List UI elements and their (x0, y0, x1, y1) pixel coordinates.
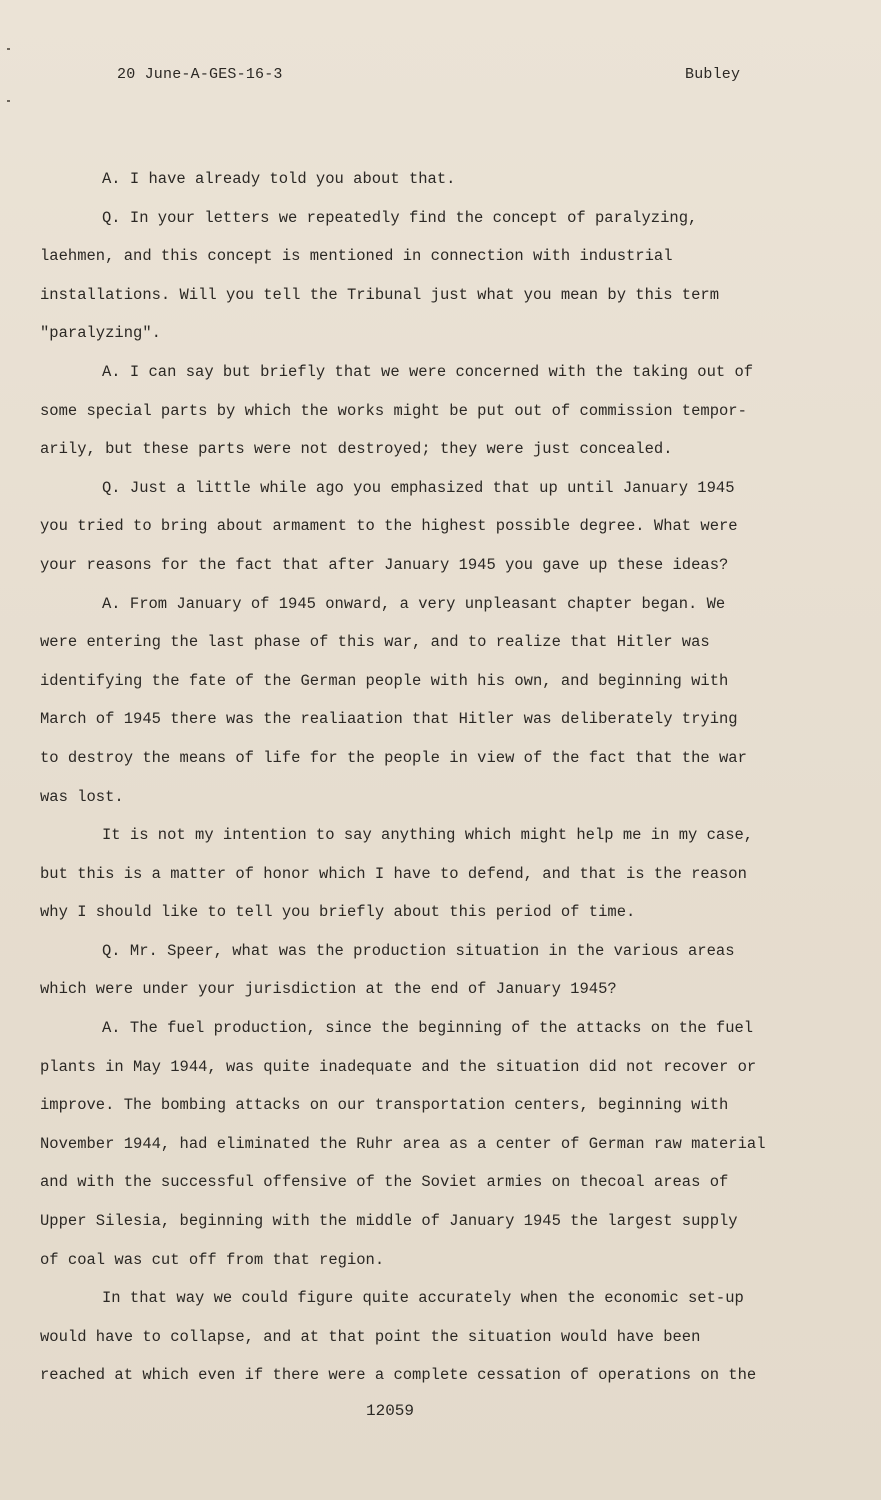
text-line: "paralyzing". (40, 324, 161, 343)
text-line: were entering the last phase of this war, and to realize that Hitler was (40, 633, 710, 652)
text-line: It is not my intention to say anything which might help me in my case, (102, 826, 754, 845)
text-line: November 1944, had eliminated the Ruhr area as a center of German raw material (40, 1134, 766, 1153)
text-line: Q. Just a little while ago you emphasized that up until January 1945 (102, 478, 735, 497)
text-line: and with the successful offensive of the Soviet armies on thecoal areas of (40, 1173, 729, 1192)
header-reporter: Bubley (685, 66, 741, 83)
text-line: Q. In your letters we repeatedly find the concept of paralyzing, (102, 208, 698, 227)
text-line: identifying the fate of the German people with his own, and beginning with (40, 671, 729, 690)
text-line: which were under your jurisdiction at the end of January 1945? (40, 980, 617, 999)
text-line: In that way we could figure quite accurately when the economic set-up (102, 1289, 744, 1308)
page-number: 12059 (366, 1402, 415, 1420)
text-line: arily, but these parts were not destroyed; they were just concealed. (40, 440, 673, 459)
text-line: A. From January of 1945 onward, a very unpleasant chapter began. We (102, 594, 726, 613)
header-reference: 20 June-A-GES-16-3 (117, 66, 283, 83)
text-line: Upper Silesia, beginning with the middle of January 1945 the largest supply (40, 1212, 738, 1231)
text-line: some special parts by which the works might be put out of commission tempor- (40, 401, 747, 420)
text-line: why I should like to tell you briefly about this period of time. (40, 903, 636, 922)
text-line: you tried to bring about armament to the highest possible degree. What were (40, 517, 738, 536)
text-line: installations. Will you tell the Tribunal just what you mean by this term (40, 285, 720, 304)
text-line: would have to collapse, and at that point the situation would have been (40, 1327, 701, 1346)
text-line: A. I have already told you about that. (102, 170, 456, 188)
text-line: of coal was cut off from that region. (40, 1250, 385, 1269)
margin-mark (7, 100, 10, 102)
text-line: to destroy the means of life for the people in view of the fact that the war (40, 748, 747, 767)
text-line: A. The fuel production, since the beginning of the attacks on the fuel (102, 1019, 754, 1038)
transcript-body (40, 160, 830, 1395)
text-line: reached at which even if there were a complete cessation of operations on the (40, 1366, 757, 1385)
text-line: but this is a matter of honor which I have to defend, and that is the reason (40, 864, 747, 883)
text-line: improve. The bombing attacks on our transportation centers, beginning with (40, 1096, 729, 1115)
text-line: was lost. (40, 787, 124, 806)
text-line: your reasons for the fact that after January 1945 you gave up these ideas? (40, 555, 729, 574)
text-line: laehmen, and this concept is mentioned in connection with industrial (40, 247, 673, 266)
text-line: plants in May 1944, was quite inadequate and the situation did not recover or (40, 1057, 757, 1076)
text-line: A. I can say but briefly that we were concerned with the taking out of (102, 362, 754, 381)
text-line: Q. Mr. Speer, what was the production situation in the various areas (102, 941, 735, 960)
margin-mark (7, 48, 10, 50)
text-line: March of 1945 there was the realiaation that Hitler was deliberately trying (40, 710, 738, 729)
